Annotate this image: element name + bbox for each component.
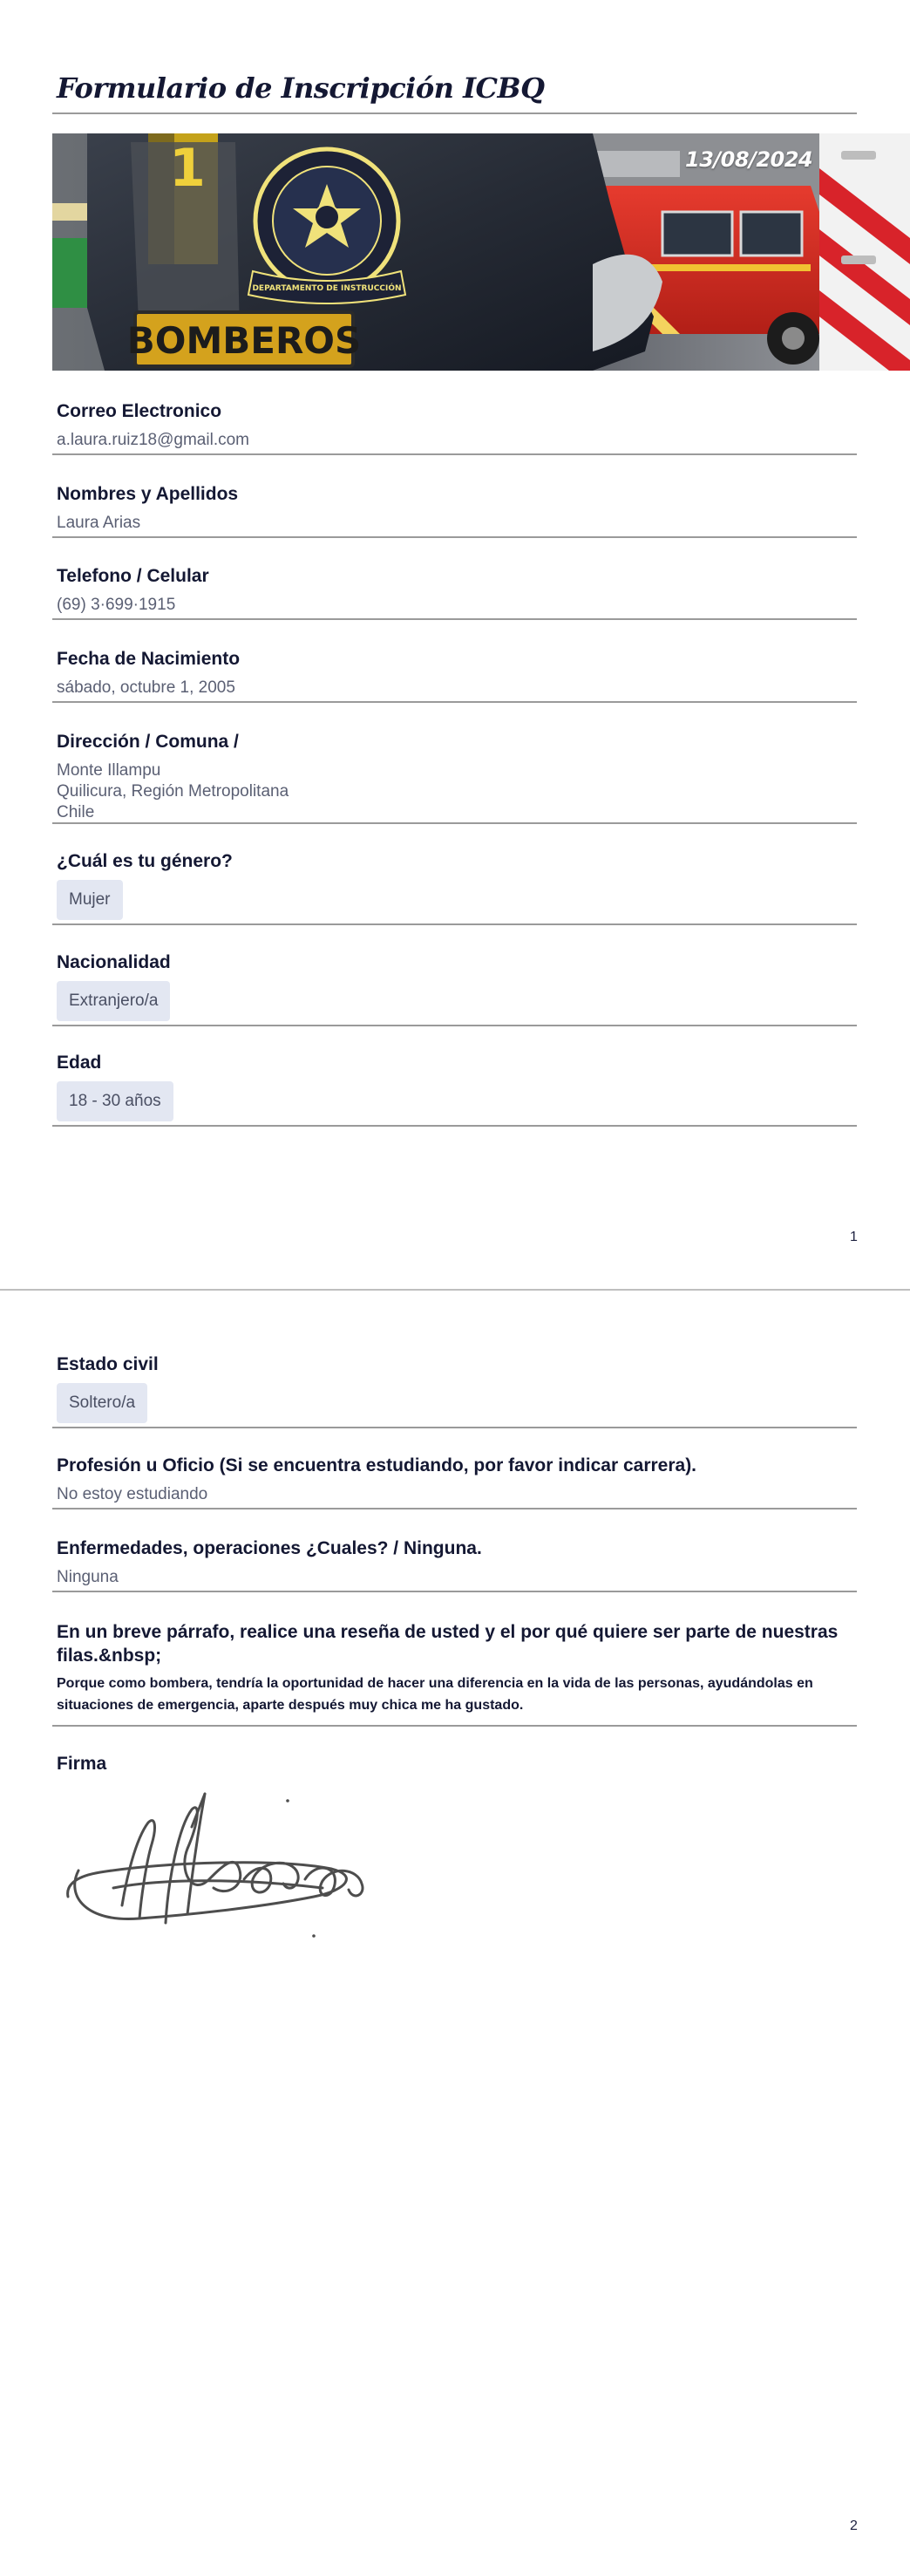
field-value: No estoy estudiando: [57, 1485, 208, 1503]
field-label: Profesión u Oficio (Si se encuentra estudiando, por favor indicar carrera).: [57, 1455, 697, 1475]
field-divider: [52, 1725, 857, 1727]
field-label: Enfermedades, operaciones ¿Cuales? / Ninguna.: [57, 1538, 482, 1558]
marital-status-chip: Soltero/a: [57, 1383, 147, 1423]
field-label: Correo Electronico: [57, 401, 222, 421]
field-divider: [52, 923, 857, 925]
field-profession: [52, 1453, 857, 1512]
nationality-chip: Extranjero/a: [57, 981, 170, 1021]
field-age: [52, 1050, 857, 1128]
field-label: Nombres y Apellidos: [57, 484, 239, 504]
field-nationality: [52, 950, 857, 1028]
page-number: 2: [850, 2518, 858, 2533]
field-value: a.laura.ruiz18@gmail.com: [57, 431, 249, 449]
handwritten-signature: [61, 1775, 392, 1949]
field-full-name: [52, 481, 857, 541]
field-divider: [52, 1508, 857, 1509]
age-chip: 18 - 30 años: [57, 1081, 173, 1121]
field-birth-date: [52, 646, 857, 705]
badge-text: DEPARTAMENTO DE INSTRUCCIÓN: [252, 284, 402, 293]
field-gender: [52, 848, 857, 927]
address-line-1: Monte Illampu: [57, 761, 161, 780]
address-line-2: Quilicura, Región Metropolitana: [57, 782, 289, 801]
field-label: En un breve párrafo, realice una reseña de usted y el por qué quiere ser parte de nuestras filas.&nbsp;: [57, 1622, 839, 1666]
helmet-text: BOMBEROS: [126, 319, 362, 362]
field-divider: [52, 822, 857, 824]
helmet-number: 1: [169, 138, 206, 199]
field-divider: [52, 1591, 857, 1592]
field-divider: [52, 1025, 857, 1026]
field-value: sábado, octubre 1, 2005: [57, 678, 235, 697]
field-value: Laura Arias: [57, 514, 141, 532]
title-divider: [52, 112, 857, 114]
field-marital-status: [52, 1352, 857, 1430]
field-label: Estado civil: [57, 1354, 159, 1374]
field-personal-statement: [52, 1619, 857, 1728]
form-title: Formulario de Inscripción ICBQ: [57, 72, 545, 105]
field-address: [52, 729, 857, 825]
field-label: ¿Cuál es tu género?: [57, 851, 233, 871]
statement-text: Porque como bombera, tendría la oportunidad de hacer una diferencia en la vida de las personas, ayudándolas en situaciones de emergencia, aparte después muy chica me ha gustado.: [57, 1676, 813, 1713]
field-label: Telefono / Celular: [57, 566, 209, 586]
page-number: 1: [850, 1230, 858, 1244]
field-value: (69) 3·699·1915: [57, 596, 176, 614]
field-divider: [52, 1427, 857, 1428]
field-label: Nacionalidad: [57, 952, 171, 972]
field-label: Firma: [57, 1754, 107, 1774]
field-divider: [52, 1125, 857, 1127]
field-divider: [52, 453, 857, 455]
field-divider: [52, 618, 857, 620]
header-banner-image: [52, 133, 910, 371]
field-label: Edad: [57, 1053, 102, 1073]
address-line-3: Chile: [57, 803, 95, 821]
field-label: Fecha de Nacimiento: [57, 649, 241, 669]
field-email: [52, 399, 857, 458]
gender-chip: Mujer: [57, 880, 123, 920]
field-phone: [52, 563, 857, 623]
field-label: Dirección / Comuna /: [57, 732, 239, 752]
field-value: Ninguna: [57, 1568, 119, 1586]
field-divider: [52, 536, 857, 538]
banner-date: 13/08/2024: [685, 147, 813, 172]
field-divider: [52, 701, 857, 703]
form-page-2: [0, 1291, 910, 2576]
field-illnesses: [52, 1536, 857, 1595]
